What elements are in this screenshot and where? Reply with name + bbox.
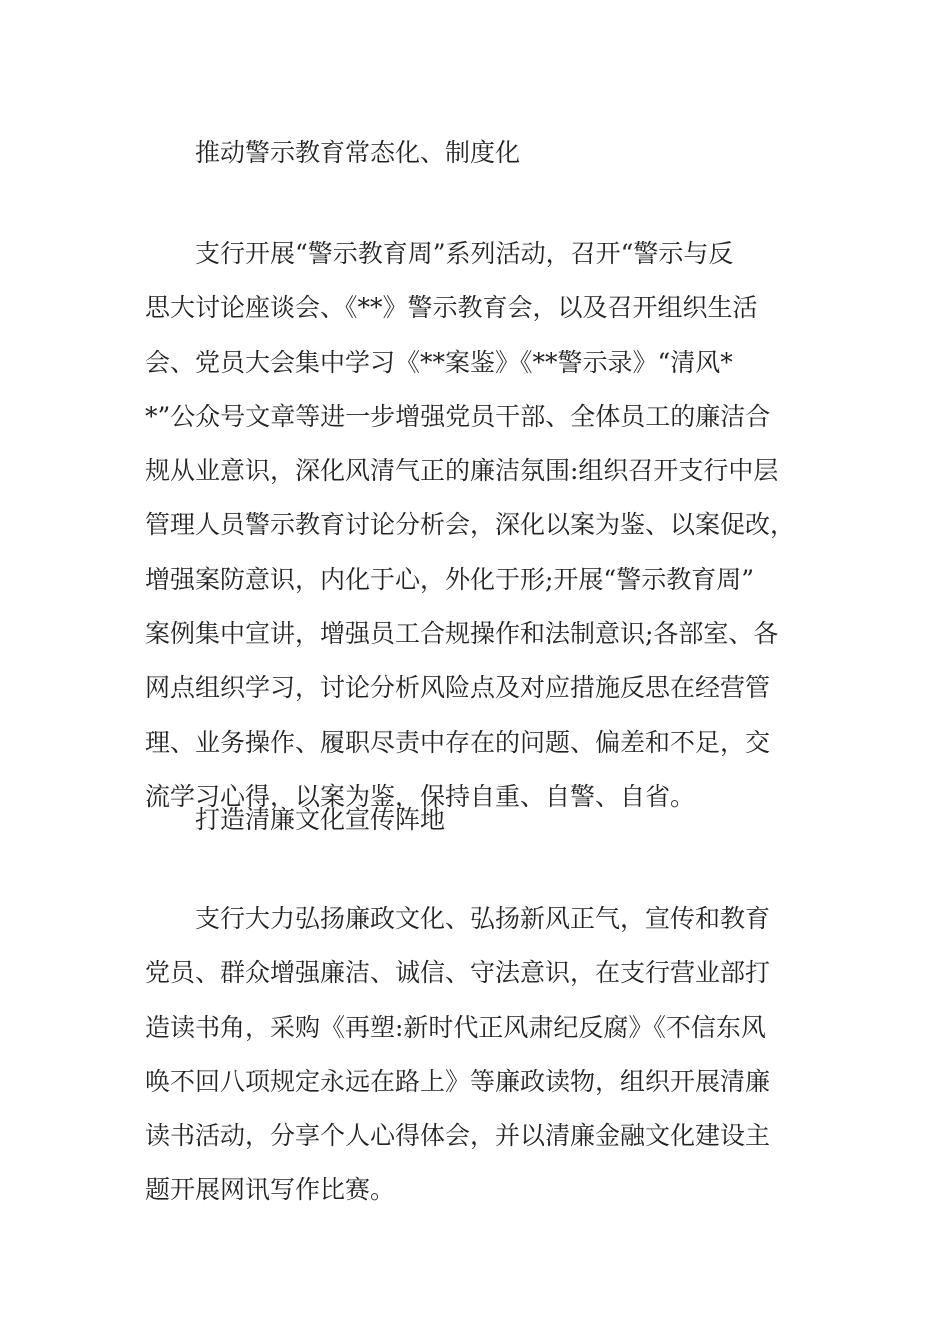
paragraph-line: 思大讨论座谈会、《**》警示教育会，以及召开组织生活 [145, 293, 758, 323]
paragraph-line: 支行大力弘扬廉政文化、弘扬新风正气，宣传和教育 [195, 904, 771, 933]
paragraph-line: *”公众号文章等进一步增强党员干部、全体员工的廉洁合 [145, 401, 771, 431]
paragraph-line: 理、业务操作、履职尽责中存在的问题、偏差和不足，交 [145, 727, 771, 757]
paragraph-line: 流学习心得，以案为鉴，保持自重、自警、自省。 [145, 781, 696, 811]
paragraph-line: 会、党员大会集中学习《**案鉴》《**警示录》“清风* [145, 347, 733, 377]
paragraph-line: 党员、群众增强廉洁、诚信、守法意识，在支行营业部打 [145, 958, 771, 988]
paragraph-line: 读书活动，分享个人心得体会，并以清廉金融文化建设主 [145, 1121, 771, 1151]
paragraph-clean-culture [145, 892, 770, 1218]
paragraph-line: 造读书角，采购《再塑:新时代正风肃纪反腐》《不信东风 [145, 1012, 766, 1042]
paragraph-line: 支行开展“警示教育周”系列活动，召开“警示与反 [195, 239, 734, 268]
paragraph-line: 管理人员警示教育讨论分析会，深化以案为鉴、以案促改， [145, 510, 796, 540]
paragraph-line: 题开展网讯写作比赛。 [145, 1175, 396, 1205]
paragraph-line: 唤不回八项规定永远在路上》等廉政读物，组织开展清廉 [145, 1066, 771, 1096]
paragraph-line: 增强案防意识，内化于心，外化于形;开展“警示教育周” [145, 564, 754, 594]
paragraph-line: 案例集中宣讲，增强员工合规操作和法制意识;各部室、各 [145, 619, 779, 649]
paragraph-warning-education [145, 227, 795, 824]
paragraph-line: 网点组织学习，讨论分析风险点及对应措施反思在经营管 [145, 673, 771, 703]
paragraph-line: 规从业意识，深化风清气正的廉洁氛围:组织召开支行中层 [145, 456, 779, 486]
section-heading-warning-education: 推动警示教育常态化、制度化 [195, 138, 521, 167]
section-heading-clean-culture: 打造清廉文化宣传阵地 [195, 805, 446, 834]
